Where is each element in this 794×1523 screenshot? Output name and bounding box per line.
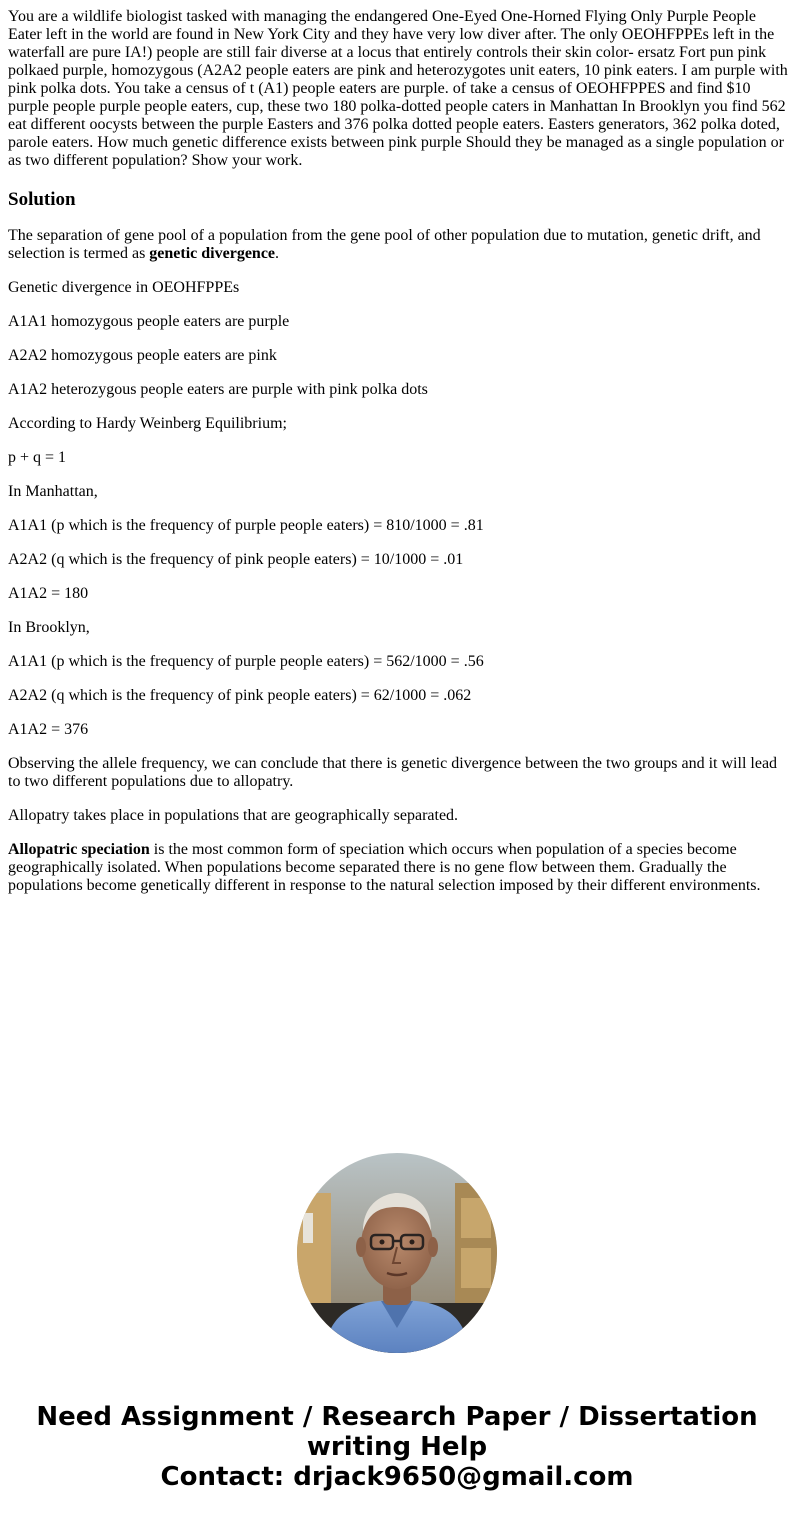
closing-text: is the most common form of speciation which occurs when population of a species become geographically isolated. When populations become separated there is no gene flow between them. Gradually the populations become genetically different in response to the natural selection imposed by their different environments. bbox=[8, 841, 761, 894]
solution-line: A1A2 = 376 bbox=[8, 721, 89, 738]
solution-line: A1A1 homozygous people eaters are purple bbox=[8, 313, 290, 330]
solution-line: A1A2 = 180 bbox=[8, 585, 89, 602]
intro-text-after: . bbox=[275, 245, 280, 262]
solution-line: Genetic divergence in OEOHFPPEs bbox=[8, 279, 240, 296]
solution-line: In Brooklyn, bbox=[8, 619, 90, 636]
contact-banner bbox=[0, 1402, 794, 1492]
solution-line: p + q = 1 bbox=[8, 449, 67, 466]
intro-text-before: The separation of gene pool of a population from the gene pool of other population due to mutation, genetic drift, and selection is termed as bbox=[8, 227, 761, 262]
document-body bbox=[8, 8, 788, 911]
solution-line: A1A1 (p which is the frequency of purple people eaters) = 810/1000 = .81 bbox=[8, 517, 484, 534]
intro-paragraph bbox=[8, 227, 788, 263]
solution-line: A2A2 (q which is the frequency of pink people eaters) = 62/1000 = .062 bbox=[8, 687, 472, 704]
contact-email: Contact: drjack9650@gmail.com bbox=[160, 1462, 634, 1492]
solution-line: According to Hardy Weinberg Equilibrium; bbox=[8, 415, 287, 432]
solution-line: A2A2 homozygous people eaters are pink bbox=[8, 347, 277, 364]
solution-heading: Solution bbox=[8, 189, 76, 210]
solution-line: Allopatry takes place in populations that are geographically separated. bbox=[8, 807, 459, 824]
author-photo bbox=[297, 1153, 497, 1353]
solution-line: A1A2 heterozygous people eaters are purple with pink polka dots bbox=[8, 381, 428, 398]
solution-line: A2A2 (q which is the frequency of pink people eaters) = 10/1000 = .01 bbox=[8, 551, 464, 568]
banner-line: writing Help bbox=[306, 1432, 488, 1462]
question-text: You are a wildlife biologist tasked with managing the endangered One-Eyed One-Horned Flying Only Purple People Eater left in the world are found in New York City and they have very low diver after. The only OEOHFPPEs left in the waterfall are pure IA!) people are still fair diverse at a locus that entirely controls their skin color- ersatz Fort pun pink polkaed purple, homozygous (A2A2 people eaters are pink and heterozygotes unit eaters, 10 pink eaters. I am purple with pink polka dots. You take a census of t (A1) people eaters are purple. of take a census of OEOHFPPES and find $10 purple people purple people eaters, cup, these two 180 polka-dotted people caters in Manhattan In Brooklyn you find 562 eat different oocysts between the purple Easters and 376 polka dotted people eaters. Easters generators, 362 polka doted, parole eaters. How much genetic difference exists between pink purple Should they be managed as a single population or as two different population? Show your work. bbox=[8, 8, 788, 169]
solution-line: Observing the allele frequency, we can conclude that there is genetic divergence between the two groups and it will lead to two different populations due to allopatry. bbox=[8, 755, 778, 790]
closing-bold-term: Allopatric speciation bbox=[8, 841, 150, 858]
closing-paragraph bbox=[8, 841, 788, 895]
banner-line: Need Assignment / Research Paper / Dissertation bbox=[36, 1402, 758, 1432]
intro-bold-term: genetic divergence bbox=[149, 245, 276, 262]
solution-line: In Manhattan, bbox=[8, 483, 98, 500]
solution-line: A1A1 (p which is the frequency of purple people eaters) = 562/1000 = .56 bbox=[8, 653, 484, 670]
